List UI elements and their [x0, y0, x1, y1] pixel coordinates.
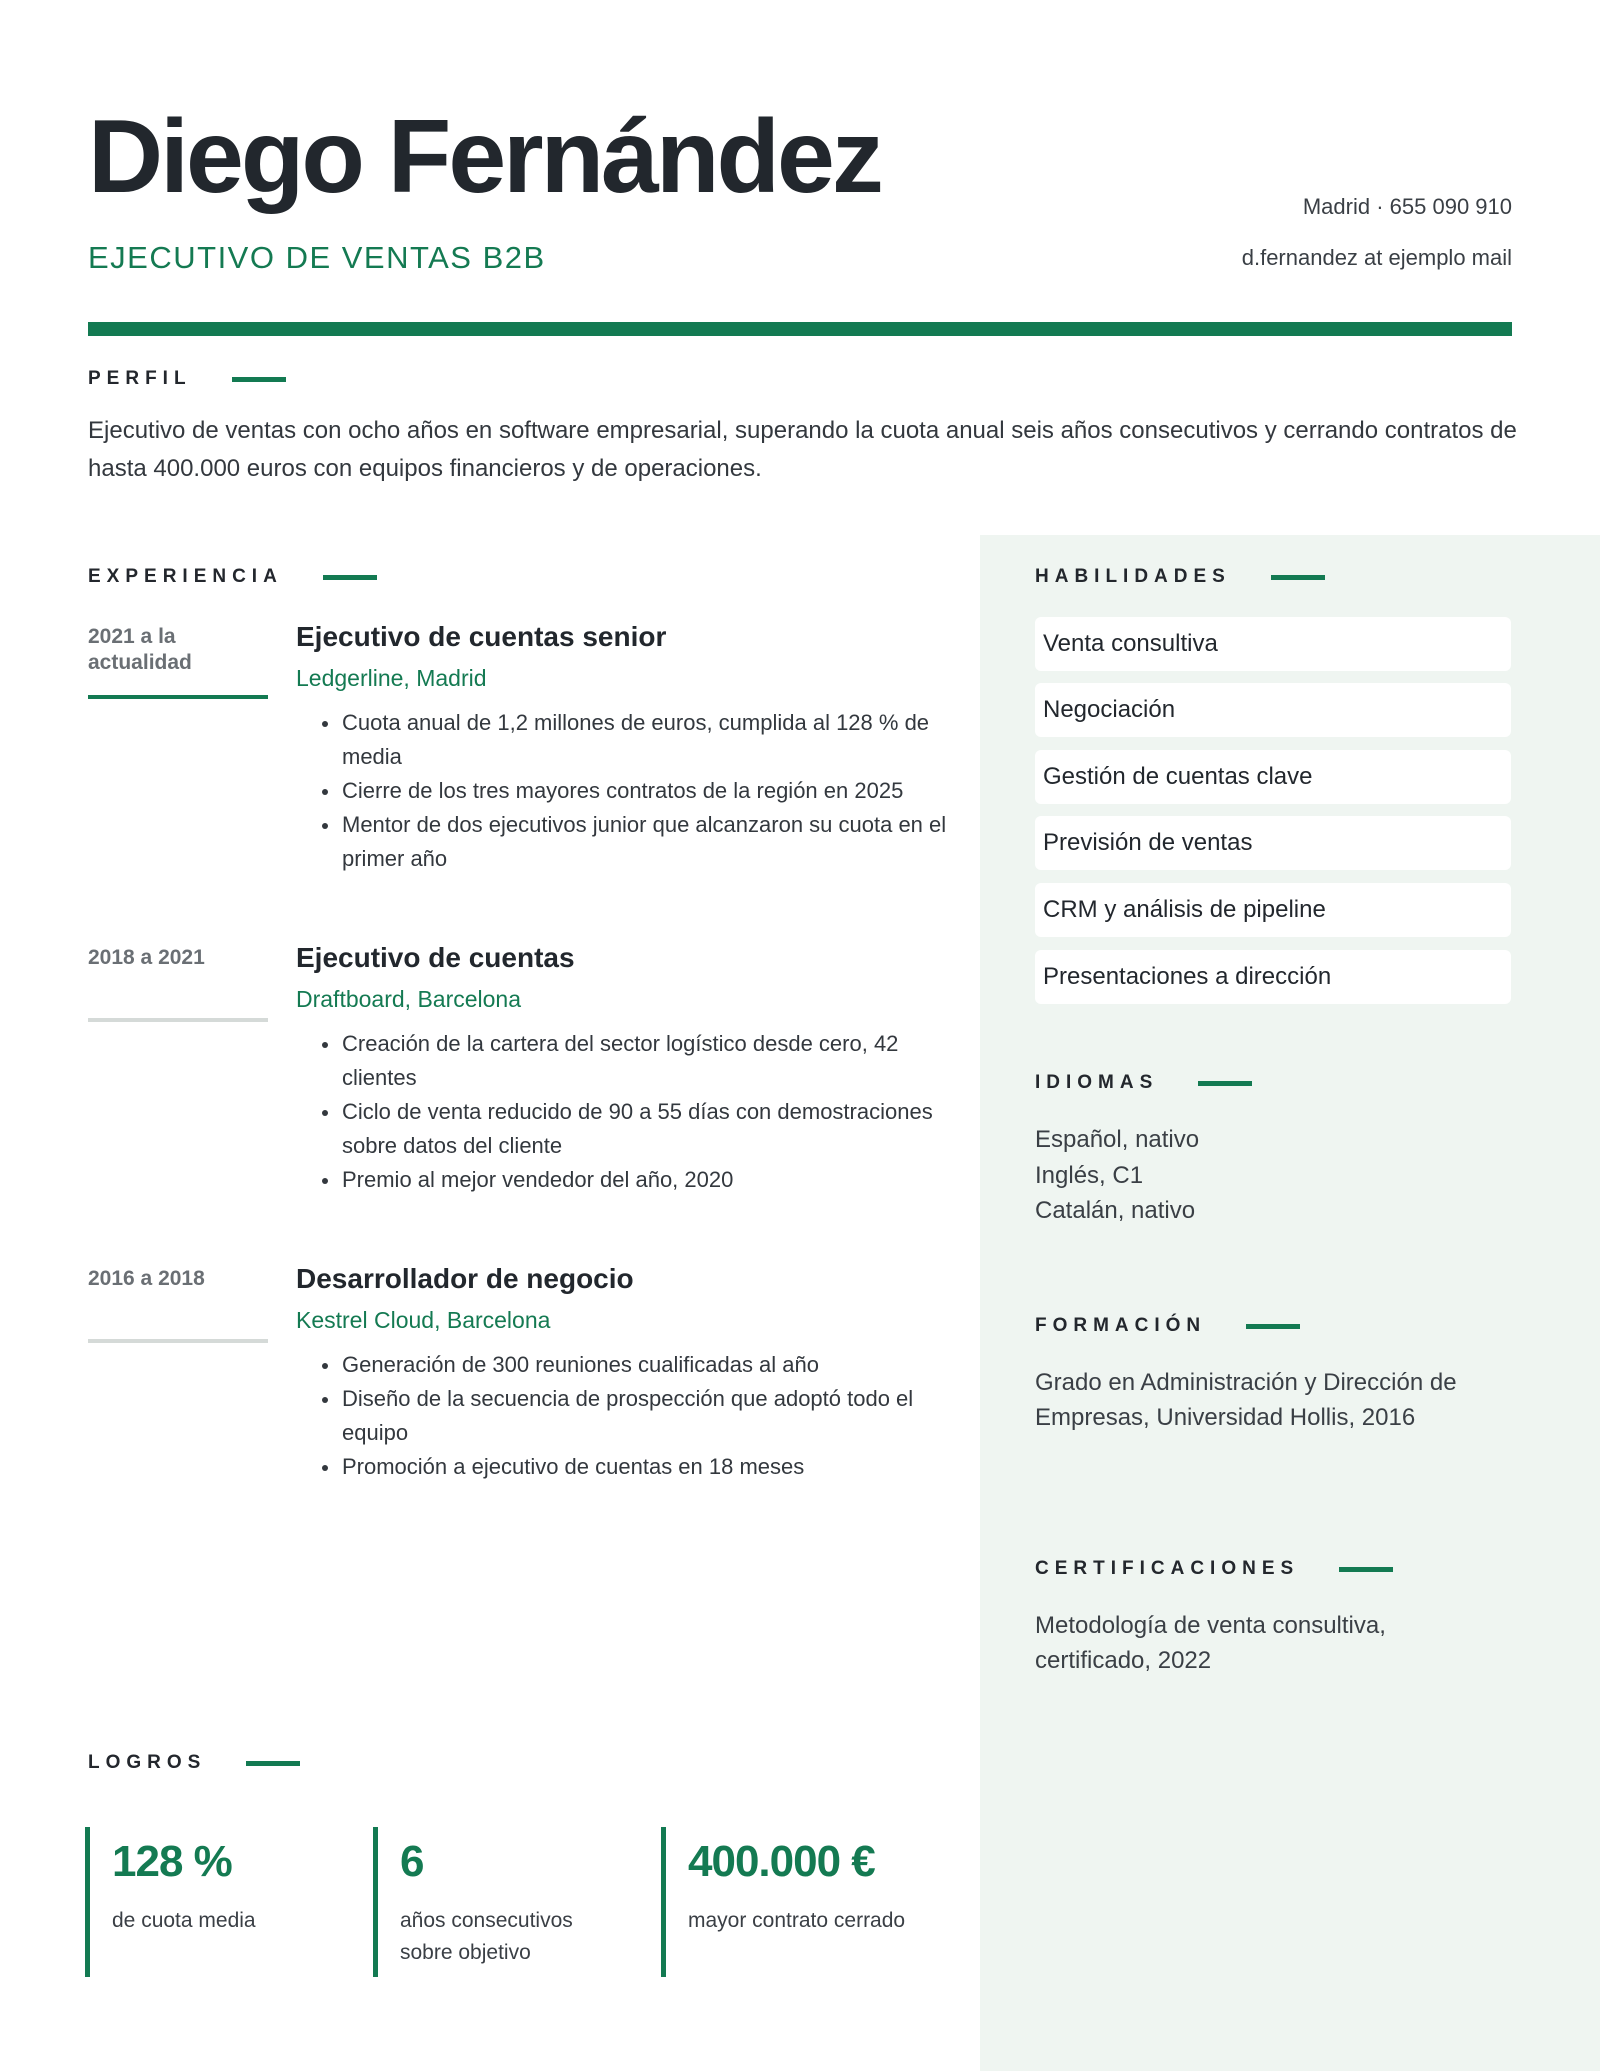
job-bullet: Generación de 300 reuniones cualificadas al año: [296, 1348, 966, 1382]
skills-heading: [1035, 566, 1325, 588]
job-date-underline: [88, 695, 268, 699]
job-title: EJECUTIVO DE VENTAS B2B: [88, 240, 546, 275]
experience-heading-label: EXPERIENCIA: [88, 566, 283, 587]
job-company: Kestrel Cloud, Barcelona: [296, 1307, 551, 1333]
job-entry: [88, 620, 958, 900]
job-details: [296, 941, 966, 1197]
achievements-heading: [88, 1752, 300, 1774]
certifications-heading-label: CERTIFICACIONES: [1035, 1558, 1300, 1579]
certifications-heading: [1035, 1558, 1393, 1580]
job-date-underline: [88, 1018, 268, 1022]
job-entry: [88, 1262, 958, 1542]
job-bullet: Mentor de dos ejecutivos junior que alcanzaron su cuota en el primer año: [296, 808, 966, 876]
profile-summary: Ejecutivo de ventas con ocho años en software empresarial, superando la cuota anual seis años consecutivos y cerrando contratos de hasta 400.000 euros con equipos financieros y de operaciones.: [88, 417, 1517, 482]
heading-accent-dash: [232, 377, 286, 382]
job-bullet: Promoción a ejecutivo de cuentas en 18 meses: [296, 1450, 966, 1484]
job-bullet: Cierre de los tres mayores contratos de la región en 2025: [296, 774, 966, 808]
languages-heading-label: IDIOMAS: [1035, 1072, 1159, 1093]
job-bullet: Premio al mejor vendedor del año, 2020: [296, 1163, 966, 1197]
stat-label: mayor contrato cerrado: [688, 1909, 906, 1932]
stat-value: 128 %: [112, 1837, 232, 1886]
achievement-stat: [661, 1827, 918, 1977]
job-date: 2016 a 2018: [88, 1267, 205, 1290]
job-date: 2021 a la actualidad: [88, 625, 192, 674]
stat-value: 400.000 €: [688, 1837, 875, 1886]
candidate-name: Diego Fernández: [88, 99, 881, 215]
certifications-text: Metodología de venta consultiva, certificado, 2022: [1035, 1612, 1386, 1674]
skill-tag: Previsión de ventas: [1035, 816, 1511, 870]
education-heading: [1035, 1315, 1300, 1337]
job-bullet: Ciclo de venta reducido de 90 a 55 días con demostraciones sobre datos del cliente: [296, 1095, 966, 1163]
language-item: Inglés, C1: [1035, 1162, 1144, 1189]
education-text: Grado en Administración y Dirección de Empresas, Universidad Hollis, 2016: [1035, 1369, 1457, 1431]
job-bullet: Creación de la cartera del sector logístico desde cero, 42 clientes: [296, 1027, 966, 1095]
skills-heading-label: HABILIDADES: [1035, 566, 1231, 587]
header-divider: [88, 322, 1512, 336]
job-role: Ejecutivo de cuentas: [296, 942, 575, 973]
achievements-heading-label: LOGROS: [88, 1752, 207, 1773]
job-company: Draftboard, Barcelona: [296, 986, 522, 1012]
job-company: Ledgerline, Madrid: [296, 665, 487, 691]
job-bullet: Cuota anual de 1,2 millones de euros, cumplida al 128 % de media: [296, 706, 966, 774]
skill-tag: Presentaciones a dirección: [1035, 950, 1511, 1004]
job-bullets: [296, 1348, 966, 1484]
languages-heading: [1035, 1072, 1252, 1094]
job-bullets: [296, 706, 966, 876]
skill-tag: Gestión de cuentas clave: [1035, 750, 1511, 804]
achievement-stat: [85, 1827, 342, 1977]
skill-tag: Venta consultiva: [1035, 617, 1511, 671]
job-date: 2018 a 2021: [88, 946, 205, 969]
job-bullets: [296, 1027, 966, 1197]
experience-heading: [88, 566, 377, 588]
job-details: [296, 1262, 966, 1484]
skill-tag: Negociación: [1035, 683, 1511, 737]
contact-email: d.fernandez at ejemplo mail: [1241, 245, 1512, 270]
language-item: Catalán, nativo: [1035, 1197, 1196, 1224]
job-date-underline: [88, 1339, 268, 1343]
heading-accent-dash: [1271, 575, 1325, 580]
job-entry: [88, 941, 958, 1221]
job-role: Desarrollador de negocio: [296, 1263, 634, 1294]
language-item: Español, nativo: [1035, 1126, 1200, 1153]
heading-accent-dash: [1246, 1324, 1300, 1329]
heading-accent-dash: [1198, 1081, 1252, 1086]
job-role: Ejecutivo de cuentas senior: [296, 621, 667, 652]
heading-accent-dash: [246, 1761, 300, 1766]
skill-tag: CRM y análisis de pipeline: [1035, 883, 1511, 937]
contact-location-phone: Madrid · 655 090 910: [1302, 194, 1512, 219]
achievement-stat: [373, 1827, 630, 1977]
job-details: [296, 620, 966, 876]
job-bullet: Diseño de la secuencia de prospección que adoptó todo el equipo: [296, 1382, 966, 1450]
stat-label: años consecutivos sobre objetivo: [400, 1909, 573, 1964]
education-heading-label: FORMACIÓN: [1035, 1315, 1207, 1336]
profile-heading-label: PERFIL: [88, 368, 192, 389]
stat-label: de cuota media: [112, 1909, 256, 1932]
profile-heading: [88, 368, 286, 390]
stat-value: 6: [400, 1837, 424, 1886]
heading-accent-dash: [1339, 1567, 1393, 1572]
heading-accent-dash: [323, 575, 377, 580]
